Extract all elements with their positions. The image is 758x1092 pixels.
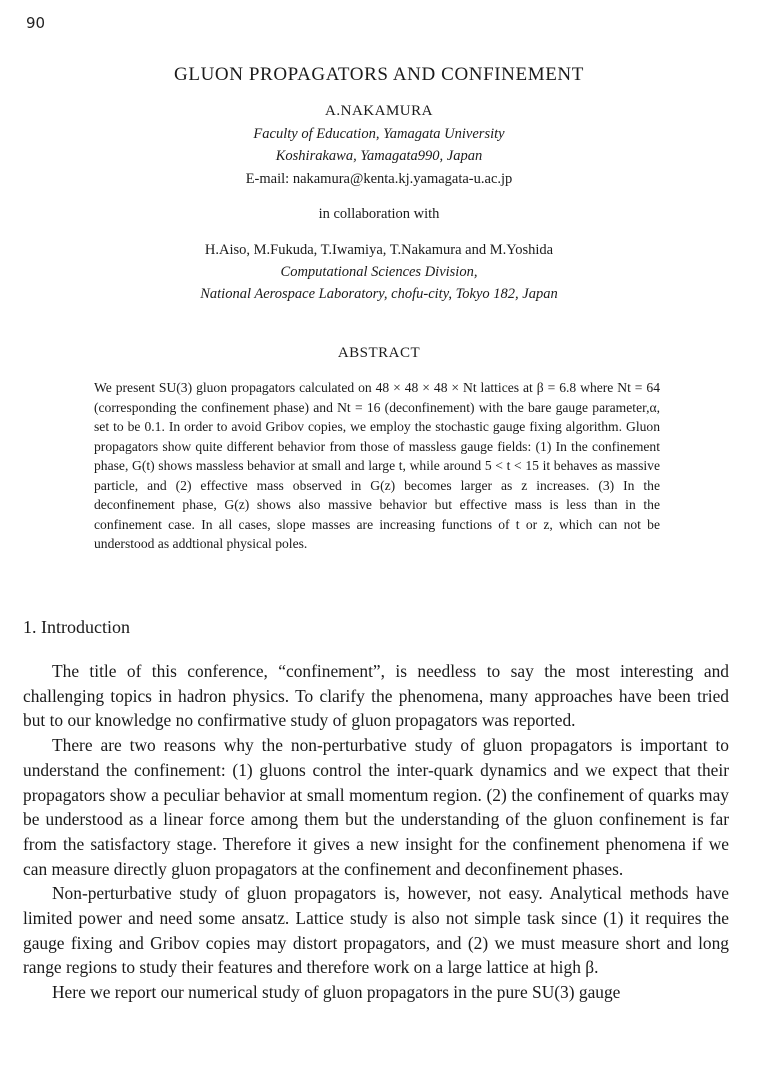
affiliation-line-2: Koshirakawa, Yamagata990, Japan: [275, 148, 483, 164]
page-number: 90: [26, 14, 46, 32]
collaborator-names: H.Aiso, M.Fukuda, T.Iwamiya, T.Nakamura and M.Yoshida: [204, 242, 554, 258]
abstract-heading: ABSTRACT: [337, 345, 421, 361]
section-heading: 1. Introduction: [23, 617, 130, 637]
abstract-text: We present SU(3) gluon propagators calculated on 48 × 48 × 48 × Nt lattices at β = 6.8 where Nt = 64 (corresponding the confinement phase) and Nt = 16 (deconfinement) with the bare gauge parameter,α, set to be 0.1. In order to avoid Gribov copies, we employ the stochastic gauge fixing algorithm. Gluon propagators show quite different behavior from those of massless gauge fields: (1) In the confinement phase, G(t) shows massless behavior at small and large t, while around 5 < t < 15 it behaves as massive particle, and (2) effective mass observed in G(z) becomes larger as z increases. (3) In the deconfinement phase, G(z) shows also massive behavior but effective mass is less than in the confinement case. In all cases, slope masses are increasing functions of t or z, which can not be understood as addtional physical poles.: [94, 380, 660, 551]
paragraph: Here we report our numerical study of gluon propagators in the pure SU(3) gauge: [52, 982, 621, 1003]
paragraph: The title of this conference, “confinement”, is needless to say the most interesting and challenging topics in hadron physics. To clarify the phenomena, many approaches have been tried but to our knowledge no confirmative study of gluon propagators was reported.: [23, 661, 729, 731]
paragraph: Non-perturbative study of gluon propagators is, however, not easy. Analytical methods have limited power and need some ansatz. Lattice study is also not simple task since (1) it requires the gauge fixing and Gribov copies may distort propagators, and (2) we must measure short and long range regions to study their features and therefore work on a large lattice at high β.: [23, 883, 729, 978]
collaborator-address: National Aerospace Laboratory, chofu-city, Tokyo 182, Japan: [200, 286, 558, 302]
introduction-body: [23, 659, 729, 1005]
author-email: E-mail: nakamura@kenta.kj.yamagata-u.ac.jp: [245, 171, 513, 187]
abstract-body: [94, 378, 660, 554]
collaboration-note: in collaboration with: [318, 206, 440, 222]
paper-title: GLUON PROPAGATORS AND CONFINEMENT: [174, 64, 584, 85]
collaborator-division: Computational Sciences Division,: [280, 264, 478, 280]
author-name: A.NAKAMURA: [325, 103, 433, 119]
affiliation-line-1: Faculty of Education, Yamagata University: [253, 126, 505, 142]
paragraph: There are two reasons why the non-perturbative study of gluon propagators is important to understand the confinement: (1) gluons control the inter-quark dynamics and we expect that their propagators show a peculiar behavior at small momentum region. (2) the confinement of quarks may be understood as a linear force among them but the understanding of the gluon confinement is far from the satisfactory stage. Therefore it gives a new insight for the confinement phenomena if we can measure directly gluon propagators at the confinement and deconfinement phases.: [23, 735, 729, 879]
